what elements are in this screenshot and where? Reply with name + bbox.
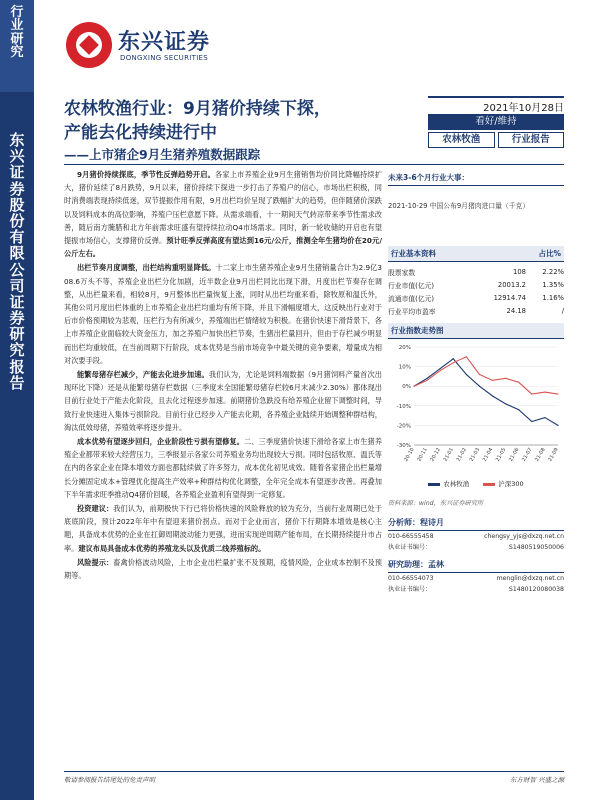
x-tick-label: 21-07 <box>521 447 534 463</box>
series-line-1 <box>414 359 558 426</box>
paragraph-5-text: 我们认为，前期极快下行已将价格快速的风险释放的较为充分，当前行业周期已处于底底阶段，预计2022年年中有望迎来猪价拐点。而对于企业而言，猪价下行期降本增效是核心主题，具备成本优势的企业在扛御周期波动能力更强，进而实现逆周期产能布局，在长期持续提升市占率。 <box>64 504 382 553</box>
industry-info-pct: / <box>561 306 564 315</box>
report-category: 行业研究 <box>10 5 24 60</box>
assistant-heading: 研究助理：孟林 <box>388 559 564 573</box>
footer-disclaimer: 敬请参阅报告结尾处的免责声明 <box>64 776 155 784</box>
paragraph-1-conclusion: 预计旺季反弹高度有望达到16元/公斤，推测全年生猪均价在20元/公斤左右。 <box>64 236 382 259</box>
y-tick-label: -20% <box>396 423 411 430</box>
tag-industry: 农林牧渔 <box>428 132 495 148</box>
y-tick-label: 20% <box>398 345 411 351</box>
x-tick-label: 21-02 <box>455 447 469 463</box>
x-tick-label: 20-12 <box>429 447 442 463</box>
industry-info-row <box>388 291 564 304</box>
assistant-cert <box>388 584 564 595</box>
header-divider <box>64 164 564 165</box>
series-point-1 <box>544 417 545 418</box>
assistant-phone: 010-66554073 <box>388 575 434 582</box>
industry-info-label: 股票家数 <box>388 268 416 277</box>
series-point-1 <box>557 425 558 426</box>
x-tick-label: 21-06 <box>507 447 521 463</box>
y-tick-label: -30% <box>396 443 411 449</box>
analyst-contact <box>388 531 564 542</box>
series-point-1 <box>440 368 441 369</box>
risk-label: 风险提示： <box>76 557 114 567</box>
company-logo <box>66 22 236 72</box>
basic-info-title: 行业基本资料 <box>391 249 436 258</box>
series-point-2 <box>466 356 467 357</box>
x-tick-label: 21-04 <box>481 447 495 463</box>
logo-text-en: DONGXING SECURITIES <box>120 54 209 62</box>
industry-info-table <box>388 265 564 317</box>
paragraph-2-text: 十二家上市生猪养殖企业9月生猪销量合计为2.9亿308.6万头不等，养殖企业出栏分化加剧，近半数企业9月出栏同比出现下滑，月度出栏节奏存在调整，从出栏量来看，相较8月，9月整体出栏量恢复上涨，同时从出栏均重来看，除牧原和温氏外，其他公司月度出栏体重的上市养殖企业出栏均重均有所下降，并且下滑幅度增大，这反映出行业对于后市价格预期较为悲观，压栏行为有所减少，养殖端出栏情绪较为积极。在猪价快速下滑背景下，各上市养殖企业面临较大资金压力，加之养殖户加快出栏节奏，生猪出栏量回升，但由于存栏减少明显而出栏均重较低，在当前周期下行阶段，成本优势是当前市场竞争中最关键的竞争要素，增量成为相对次要手段。 <box>64 263 382 365</box>
industry-info-value: 12914.74 <box>493 293 526 302</box>
events-heading: 未来3-6个月行业大事： <box>388 173 470 182</box>
industry-info-row <box>388 265 564 278</box>
series-point-1 <box>518 409 519 410</box>
logo-text-cn: 东兴证券 <box>118 30 211 55</box>
paragraph-4-lead: 成本优势有望逐步回归，企业阶段性亏损有望修复。 <box>76 437 245 447</box>
paragraph-1 <box>64 168 382 260</box>
firm-name: 东兴证券股份有限公司证券研究报告 <box>9 131 25 392</box>
x-tick-label: 20-10 <box>403 447 416 463</box>
industry-info-value: 108 <box>513 267 526 276</box>
analyst-email[interactable]: chengsy_yjs@dxzq.net.cn <box>484 533 564 540</box>
series-point-2 <box>505 378 506 379</box>
paragraph-3-lead: 能繁母猪存栏减少，产能去化进步加速。 <box>76 370 209 380</box>
paragraph-3-text: 我们认为，尤论是饲料端数据（9月猪饲料产量首次出现环比下降）还是从能繁母猪存栏数据（三季度末全国能繁母猪存栏较6月末减少2.30%）都体现出目前行业处于产能去化阶段，且去化过程逐步加速。前期猪价急跌没有给养殖企业留下调整时间，导致行业快速进入集体亏损阶段。目前行业已经步入产能去化期，各养殖企业陆续开始调整种群结构，淘汰低效母猪，养殖效率将逐步提升。 <box>64 370 382 432</box>
paragraph-5 <box>64 502 382 555</box>
industry-info-value: 20013.2 <box>497 280 526 289</box>
paragraph-4 <box>64 435 382 501</box>
legend-label-2: 沪深300 <box>498 480 524 488</box>
x-tick-label: 21-09 <box>547 447 560 463</box>
tag-report-type: 行业报告 <box>498 132 565 148</box>
paragraph-1-lead: 9月猪价持续探底，季节性反弹趋势开启。 <box>76 170 216 179</box>
logo-mark-icon <box>66 22 112 68</box>
series-point-2 <box>426 380 427 381</box>
y-tick-label: 10% <box>398 364 411 371</box>
trend-chart-svg <box>388 341 564 481</box>
event-item: 2021-10-29 中国公布9月猪肉进口量（千克） <box>388 202 530 210</box>
series-point-2 <box>557 393 558 394</box>
footer-divider <box>64 771 564 772</box>
assistant-cert-number: S1480120080038 <box>508 586 564 593</box>
investment-advice-label: 投资建议： <box>76 504 114 514</box>
series-point-2 <box>518 382 519 383</box>
analyst-cert-number: S1480519050006 <box>508 544 564 551</box>
report-tags <box>428 132 564 148</box>
x-tick-label: 21-01 <box>442 447 456 463</box>
share-column-header: 占比% <box>538 249 561 258</box>
industry-info-label: 流通市值(亿元) <box>388 294 435 303</box>
legend-swatch-1 <box>428 483 440 486</box>
events-divider <box>388 185 564 186</box>
paragraph-4-text: 二、三季度猪价快速下滑给各家上市生猪养殖企业都带来较大经营压力，三季报显示各家公司养殖业务均出现较大亏损。同时包括牧原、温氏等在内的各家企业在降本增效方面也都陆续做了许多努力，成本优化初见成效。随着各家猪企出栏量增长分摊固定成本+管理优化提高生产效率+种群结构优化调整，全年完全成本有望逐步改善。再叠加下半年需求旺季推动Q4猪价回暖，各养殖企业盈利有望得到一定修复。 <box>64 437 382 499</box>
paragraph-1-text: 各家上市养殖企业9月生猪销售均价同比降幅持续扩大，猪价延续了8月跌势，9月以来，猪价持续下探进一步打击了养殖户的信心，市场出栏积极，同时消费端表现持续低迷，双节提振作用有限，9月出栏均价呈现了跌幅扩大的趋势，但伴随猪价深跌以及饲料成本的高位影响，养殖户压栏意愿下降。从需求端看，十一期间天气转凉带来季节性需求改善，随后南方腌腊和北方年前需求旺盛有望持续拉动Q4市场需求。同时，新一轮收储的开启也有望提振市场信心，支撑猪价反弹。 <box>64 170 382 246</box>
industry-info-value: 24.18 <box>506 306 526 315</box>
series-point-1 <box>453 358 454 359</box>
analyst-cert <box>388 542 564 553</box>
industry-info-label: 行业市值(亿元) <box>388 281 435 290</box>
paragraph-6 <box>64 556 382 582</box>
index-trend-heading: 行业指数走势图 <box>388 323 564 339</box>
industry-info-row <box>388 304 564 317</box>
paragraph-3 <box>64 368 382 434</box>
right-column <box>388 168 564 595</box>
report-title-line2: 产能去化持续进行中 <box>64 123 217 143</box>
assistant-cert-label: 执业证书编号： <box>388 586 432 593</box>
chart-source: 资料来源：wind，东兴证券研究所 <box>388 500 484 507</box>
x-tick-label: 21-05 <box>494 447 508 463</box>
x-tick-label: 20-11 <box>416 447 429 463</box>
report-date: 2021年10月28日 <box>428 96 564 112</box>
industry-info-pct: 1.16% <box>542 293 564 302</box>
series-point-1 <box>479 386 480 387</box>
report-subtitle: ——上市猪企9月生猪养殖数据跟踪 <box>64 147 261 162</box>
legend-label-1: 农林牧渔 <box>443 480 470 488</box>
series-point-2 <box>453 362 454 363</box>
basic-info-heading <box>388 246 564 262</box>
report-body <box>64 168 382 583</box>
series-line-2 <box>414 357 558 394</box>
index-trend-chart <box>388 341 564 481</box>
assistant-contact <box>388 573 564 584</box>
paragraph-2 <box>64 261 382 367</box>
report-title-line1: 农林牧渔行业：9月猪价持续下探， <box>64 99 331 119</box>
industry-info-label: 行业平均市盈率 <box>388 307 436 316</box>
footer-slogan: 东方财智 兴盛之源 <box>509 776 564 784</box>
analyst-cert-label: 执业证书编号： <box>388 544 432 551</box>
series-point-2 <box>479 374 480 375</box>
series-point-2 <box>531 393 532 394</box>
series-point-2 <box>544 391 545 392</box>
series-point-2 <box>413 386 414 387</box>
industry-info-pct: 1.35% <box>542 280 564 289</box>
series-point-1 <box>505 403 506 404</box>
investment-advice-conclusion: 建议布局具备成本优势的养殖龙头以及优质二线养殖标的。 <box>78 543 266 553</box>
series-point-1 <box>426 378 427 379</box>
assistant-email[interactable]: menglin@dxzq.net.cn <box>496 575 564 582</box>
y-tick-label: -10% <box>396 403 411 410</box>
paragraph-6-text: 畜禽价格波动风险，上市企业出栏量扩张不及预期，疫情风险，企业成本控制不及预期等。 <box>64 557 382 581</box>
sidebar <box>0 0 34 800</box>
series-point-1 <box>492 395 493 396</box>
series-point-1 <box>466 374 467 375</box>
industry-info-row <box>388 278 564 291</box>
series-point-1 <box>531 421 532 422</box>
paragraph-2-lead: 出栏节奏月度调整，出栏结构重明显降低。 <box>76 263 216 273</box>
report-meta <box>428 96 564 148</box>
y-tick-label: 0% <box>402 384 411 391</box>
x-tick-label: 21-03 <box>468 447 482 463</box>
rating-badge: 看好/维持 <box>428 114 564 130</box>
series-point-2 <box>440 370 441 371</box>
legend-swatch-2 <box>483 483 495 486</box>
x-tick-label: 21-08 <box>534 447 547 463</box>
industry-info-pct: 2.22% <box>542 267 564 276</box>
analyst-phone: 010-66555458 <box>388 533 434 540</box>
series-point-2 <box>492 380 493 381</box>
analyst-heading: 分析师：程诗月 <box>388 517 564 531</box>
